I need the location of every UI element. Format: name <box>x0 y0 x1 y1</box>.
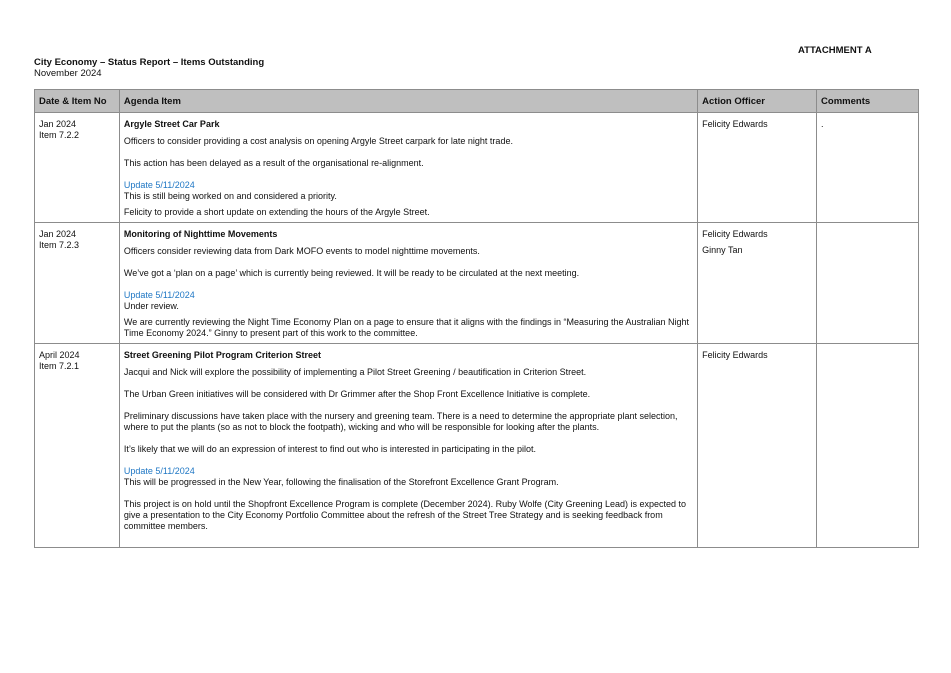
agenda-cell <box>119 223 697 344</box>
date-text: April 2024 <box>39 350 80 360</box>
date-cell <box>35 344 120 548</box>
agenda-paragraph: Officers consider reviewing data from Dark MOFO events to model nighttime movements. <box>123 246 480 256</box>
agenda-paragraph: We’ve got a ‘plan on a page’ which is currently being reviewed. It will be ready to be circulated at the next meeting. <box>123 268 580 278</box>
comments-cell <box>817 344 919 548</box>
agenda-paragraph: Jacqui and Nick will explore the possibility of implementing a Pilot Street Greening / beautification in Criterion Street. <box>123 367 587 377</box>
attachment-label: ATTACHMENT A <box>798 45 872 56</box>
agenda-paragraph: It’s likely that we will do an expression of interest to find out who is interested in participating in the pilot. <box>123 444 536 454</box>
officer-name: Felicity Edwards <box>702 229 768 239</box>
update-text: This will be progressed in the New Year, following the finalisation of the Storefront Excellence Grant Program. <box>123 477 559 487</box>
agenda-title: Street Greening Pilot Program Criterion Street <box>123 350 321 360</box>
date-text: Jan 2024 <box>39 229 77 239</box>
update-text: We are currently reviewing the Night Time Economy Plan on a page to ensure that it aligns with the findings in “Measuring the Australian Night Time Economy 2024.” Ginny to present part of this work to the committee. <box>123 317 690 338</box>
item-number: Item 7.2.3 <box>39 240 80 250</box>
officer-cell <box>698 113 817 223</box>
item-number: Item 7.2.2 <box>39 130 80 140</box>
agenda-paragraph: Officers to consider providing a cost analysis on opening Argyle Street carpark for late night trade. <box>123 136 513 146</box>
update-label: Update 5/11/2024 <box>123 466 195 476</box>
comments-cell <box>817 223 919 344</box>
officer-cell <box>698 223 817 344</box>
header-officer: Action Officer <box>698 90 817 113</box>
agenda-paragraph: This action has been delayed as a result of the organisational re-alignment. <box>123 158 424 168</box>
officer-cell <box>698 344 817 548</box>
report-date: November 2024 <box>34 68 102 79</box>
comments-cell <box>817 113 919 223</box>
agenda-paragraph: Preliminary discussions have taken place with the nursery and greening team. There is a need to determine the appropriate plant selection, where to put the plants (so as not to block the footpath), wicking and who will be responsible for looking after the plants. <box>123 411 678 432</box>
officer-name: Ginny Tan <box>702 245 743 255</box>
table-header-row <box>35 90 919 113</box>
agenda-title: Monitoring of Nighttime Movements <box>123 229 278 239</box>
header-comments: Comments <box>817 90 919 113</box>
update-text: Under review. <box>123 301 179 311</box>
report-title: City Economy – Status Report – Items Outstanding <box>34 57 265 68</box>
item-number: Item 7.2.1 <box>39 361 80 371</box>
table-row <box>35 344 919 548</box>
officer-name: Felicity Edwards <box>702 350 768 360</box>
status-table <box>34 89 919 548</box>
agenda-cell <box>119 344 697 548</box>
header-agenda: Agenda Item <box>119 90 697 113</box>
table-row <box>35 113 919 223</box>
date-cell <box>35 223 120 344</box>
table-row <box>35 223 919 344</box>
update-label: Update 5/11/2024 <box>123 180 195 190</box>
agenda-paragraph: The Urban Green initiatives will be considered with Dr Grimmer after the Shop Front Excellence Initiative is complete. <box>123 389 591 399</box>
date-cell <box>35 113 120 223</box>
agenda-title: Argyle Street Car Park <box>123 119 220 129</box>
comment-text: . <box>821 119 824 129</box>
update-text: This is still being worked on and considered a priority. <box>123 191 337 201</box>
update-text: Felicity to provide a short update on extending the hours of the Argyle Street. <box>123 207 430 217</box>
header-date: Date & Item No <box>35 90 120 113</box>
date-text: Jan 2024 <box>39 119 77 129</box>
officer-name: Felicity Edwards <box>702 119 768 129</box>
update-text: This project is on hold until the Shopfront Excellence Program is complete (December 2024). Ruby Wolfe (City Greening Lead) is expected to give a presentation to the City Economy Portfolio Committee about the refresh of the Street Tree Strategy and is seeking feedback from committee members. <box>123 499 687 531</box>
update-label: Update 5/11/2024 <box>123 290 195 300</box>
agenda-cell <box>119 113 697 223</box>
